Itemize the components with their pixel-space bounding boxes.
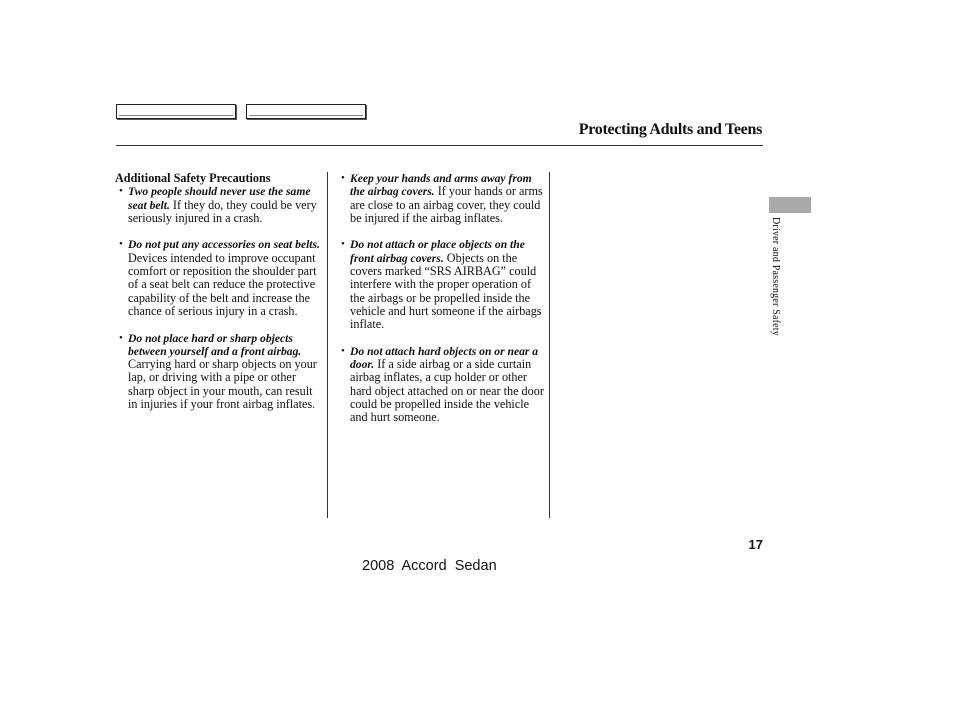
item-lead: Do not place hard or sharp objects between yourself and a front airbag. (128, 331, 302, 358)
item-text: Devices intended to improve occupant comfort or reposition the shoulder part of a seat belt can reduce the protective capability of the belt and increase the chance of serious injury in a crash. (128, 250, 317, 318)
list-item (115, 185, 323, 225)
page-title: Protecting Adults and Teens (578, 121, 762, 138)
list-item (340, 172, 546, 225)
item-lead: Do not put any accessories on seat belts. (128, 238, 320, 252)
right-column (340, 172, 546, 425)
bullet-icon: • (341, 238, 345, 251)
list-item (115, 238, 323, 318)
bullet-icon: • (341, 344, 345, 357)
page-number: 17 (748, 537, 763, 552)
section-heading: Additional Safety Precautions (115, 171, 271, 185)
column-divider (327, 172, 328, 518)
item-text: If a side airbag or a side curtain airbag inflates, a cup holder or other hard object attached on or near the door could be propelled inside the vehicle and hurt someone. (350, 357, 544, 425)
title-rule (116, 145, 763, 146)
item-lead: Do not attach or place objects on the front airbag covers. (350, 238, 525, 265)
list-item (115, 332, 323, 412)
item-lead: Do not attach hard objects on or near a door. (350, 344, 539, 372)
bullet-icon: • (341, 172, 345, 184)
section-tab[interactable] (769, 197, 811, 213)
next-page-button[interactable] (246, 104, 366, 119)
item-text: If they do, they could be very seriously injured in a crash. (128, 197, 317, 225)
item-lead: Two people should never use the same seat belt. (128, 185, 311, 212)
item-text: Carrying hard or sharp objects on your lap, or driving with a pipe or other sharp object in your mouth, can result in injuries if your front airbag inflates. (128, 357, 317, 412)
item-text: If your hands or arms are close to an airbag cover, they could be injured if the airbag inflates. (350, 184, 543, 225)
left-column (115, 172, 323, 411)
previous-page-button[interactable] (116, 104, 236, 119)
bullet-icon: • (119, 331, 123, 344)
bullet-icon: • (119, 185, 123, 198)
footer-text: 2008 Accord Sedan (362, 558, 497, 574)
item-lead: Keep your hands and arms away from the airbag covers. (350, 172, 532, 199)
section-tab-label: Driver and Passenger Safety (770, 217, 781, 336)
list-item (340, 238, 546, 331)
list-item (340, 345, 546, 425)
item-text: Objects on the covers marked “SRS AIRBAG” could interfere with the proper operation of the airbags or be propelled inside the vehicle and hurt someone if the airbags inflate. (350, 250, 542, 332)
bullet-icon: • (119, 238, 123, 251)
column-divider (549, 172, 550, 518)
